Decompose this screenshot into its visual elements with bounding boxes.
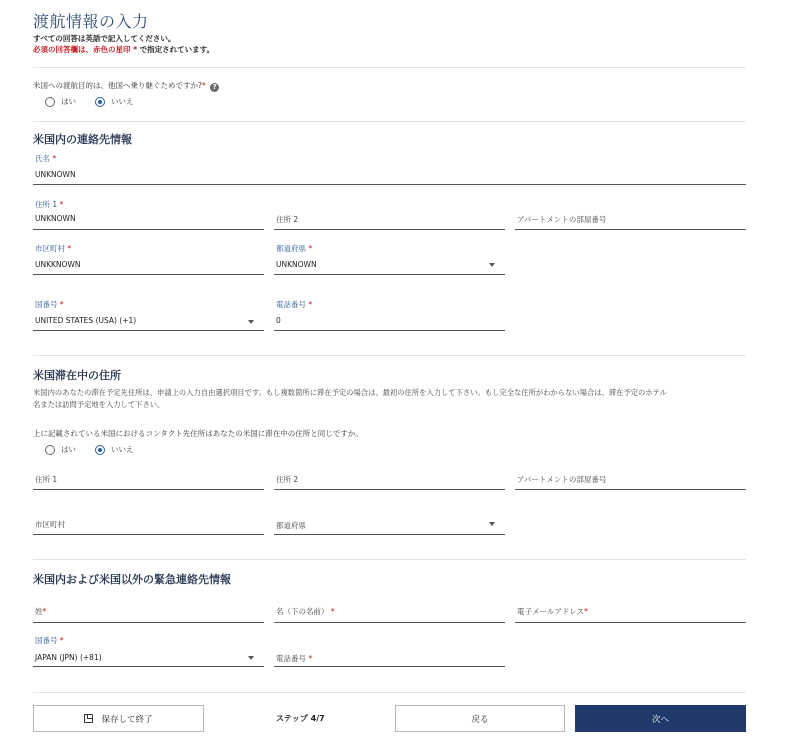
save-and-exit-label: 保存して終了	[101, 714, 153, 725]
chevron-down-icon[interactable]	[489, 263, 495, 267]
emergency-email-label: 電子メールアドレス*	[517, 607, 588, 616]
contact-country-code-label: 国番号 *	[35, 300, 64, 309]
back-label: 戻る	[471, 714, 489, 725]
emergency-surname-label: 姓*	[35, 607, 47, 616]
step-indicator: ステップ 4/7	[276, 714, 325, 723]
transit-question	[33, 80, 219, 92]
stay-city-input[interactable]	[33, 534, 264, 535]
divider	[33, 355, 746, 356]
next-label: 次へ	[651, 714, 669, 725]
radio-icon[interactable]	[45, 445, 55, 455]
transit-option-no[interactable]	[95, 96, 134, 107]
contact-address1-label: 住所 1 *	[35, 200, 64, 209]
contact-city-input[interactable]	[33, 274, 264, 275]
contact-name-value: UNKNOWN	[35, 170, 76, 179]
stay-option-yes-label: はい	[61, 445, 76, 454]
contact-address1-input[interactable]	[33, 229, 264, 230]
radio-selected-icon[interactable]	[95, 97, 105, 107]
emergency-country-code-label: 国番号 *	[35, 636, 64, 645]
contact-phone-label: 電話番号 *	[276, 300, 313, 309]
stay-state-label: 都道府県	[276, 521, 306, 530]
transit-option-yes-label: はい	[61, 97, 76, 106]
chevron-down-icon[interactable]	[489, 522, 495, 526]
stay-heading: 米国滞在中の住所	[33, 369, 121, 382]
next-button[interactable]	[575, 705, 746, 732]
contact-name-input[interactable]	[33, 184, 746, 185]
contact-heading: 米国内の連絡先情報	[33, 133, 132, 146]
contact-country-code-value: UNITED STATES (USA) (+1)	[35, 316, 137, 325]
transit-option-no-label: いいえ	[111, 97, 134, 106]
emergency-country-code-value: JAPAN (JPN) (+81)	[35, 653, 102, 662]
contact-apartment-input[interactable]	[515, 229, 746, 230]
contact-state-select[interactable]	[274, 274, 505, 275]
emergency-phone-label: 電話番号 *	[276, 654, 313, 663]
divider	[33, 559, 746, 560]
stay-city-label: 市区町村	[35, 520, 65, 529]
intro-required-note	[33, 44, 214, 55]
contact-city-label: 市区町村 *	[35, 244, 72, 253]
stay-option-no[interactable]	[95, 444, 134, 455]
required-mark: *	[201, 81, 206, 90]
emergency-heading: 米国内および米国以外の緊急連絡先情報	[33, 573, 231, 586]
chevron-down-icon[interactable]	[248, 320, 254, 324]
divider	[33, 121, 746, 122]
divider	[33, 67, 746, 68]
back-button[interactable]	[395, 705, 565, 732]
intro-required-prefix: 必須の回答欄は、	[33, 45, 93, 54]
contact-address2-input[interactable]	[274, 229, 505, 230]
contact-city-value: UNKKNOWN	[35, 260, 81, 269]
contact-phone-value: 0	[276, 316, 281, 325]
stay-description-line2: 名または訪問予定地を入力して下さい。	[33, 400, 165, 409]
stay-address2-label: 住所 2	[276, 475, 299, 484]
intro-required-suffix: で指定されています。	[137, 45, 215, 54]
contact-phone-input[interactable]	[274, 330, 505, 331]
stay-apartment-input[interactable]	[515, 489, 746, 490]
stay-apartment-label: アパートメントの部屋番号	[517, 475, 607, 484]
chevron-down-icon[interactable]	[248, 656, 254, 660]
contact-name-label: 氏名 *	[35, 154, 57, 163]
contact-address2-label: 住所 2	[276, 215, 299, 224]
stay-address2-input[interactable]	[274, 489, 505, 490]
contact-apartment-label: アパートメントの部屋番号	[517, 215, 607, 224]
emergency-email-input[interactable]	[515, 622, 746, 623]
save-icon	[84, 714, 93, 723]
emergency-country-code-select[interactable]	[33, 666, 264, 667]
contact-state-label: 都道府県 *	[276, 244, 313, 253]
contact-address1-value: UNKNOWN	[35, 214, 76, 223]
radio-selected-icon[interactable]	[95, 445, 105, 455]
stay-address1-input[interactable]	[33, 489, 264, 490]
transit-question-text: 米国への渡航目的は、他国へ乗り継ぐためですか?	[33, 81, 202, 90]
contact-state-value: UNKNOWN	[276, 260, 317, 269]
intro-english-note: すべての回答は英語で記入してください。	[33, 34, 176, 43]
save-and-exit-button[interactable]	[33, 705, 204, 732]
stay-option-yes[interactable]	[45, 444, 76, 455]
emergency-surname-input[interactable]	[33, 622, 264, 623]
stay-address1-label: 住所 1	[35, 475, 58, 484]
stay-description-line1: 米国内のあなたの滞在予定先住所は、申請上の入力自由選択項目です。もし複数箇所に滞在予定の場合は、最初の住所を入力して下さい。もし完全な住所がわからない場合は、滞在予定のホテル	[33, 388, 667, 397]
stay-same-question: 上に記載されている米国におけるコンタクト先住所はあなたの米国に滞在中の住所と同じですか。	[33, 429, 363, 438]
intro-required-red: 赤色の星印 *	[93, 45, 138, 54]
page-title: 渡航情報の入力	[33, 12, 149, 31]
divider	[33, 692, 746, 693]
emergency-given-name-input[interactable]	[274, 622, 505, 623]
stay-option-no-label: いいえ	[111, 445, 134, 454]
emergency-phone-input[interactable]	[274, 666, 505, 667]
stay-state-select[interactable]	[274, 534, 505, 535]
help-icon[interactable]: ?	[210, 83, 219, 92]
radio-icon[interactable]	[45, 97, 55, 107]
transit-option-yes[interactable]	[45, 96, 76, 107]
emergency-given-name-label: 名（下の名前） *	[276, 607, 335, 616]
contact-country-code-select[interactable]	[33, 330, 264, 331]
stay-description	[33, 387, 749, 411]
